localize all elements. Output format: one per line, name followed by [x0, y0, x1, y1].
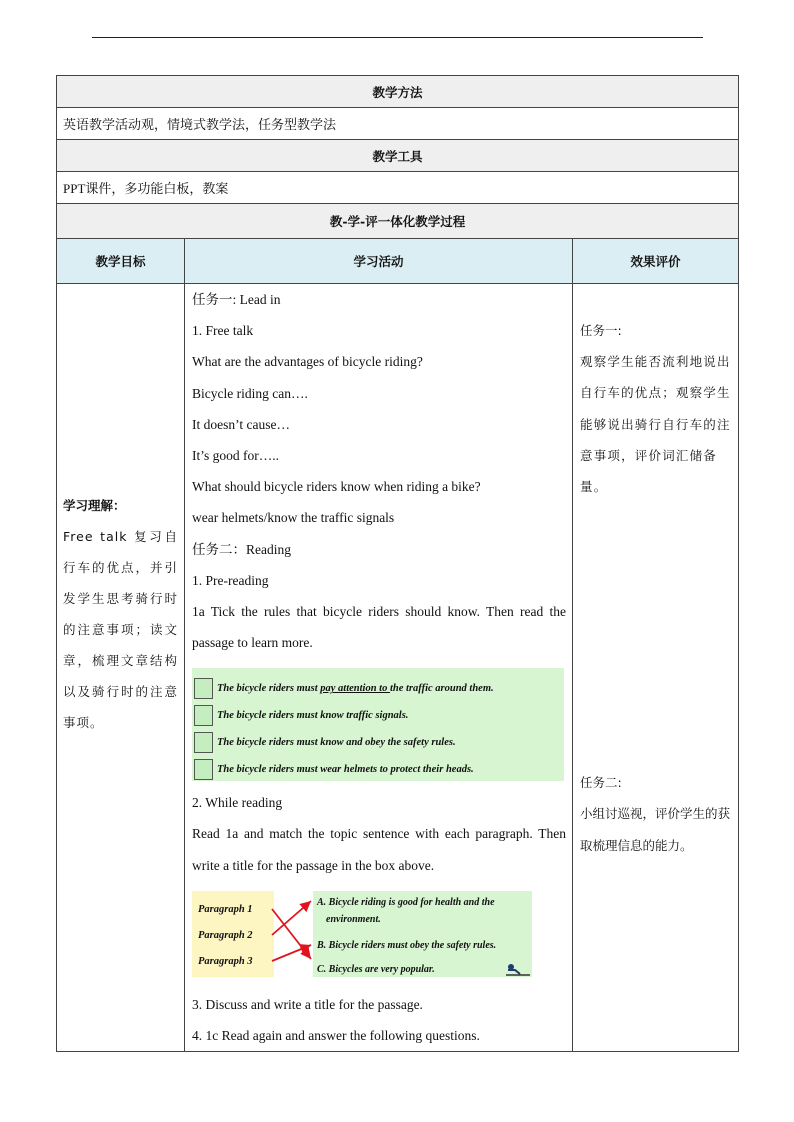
evaluation-task2-text: 小组讨巡视，评价学生的获取梳理信息的能力。: [580, 806, 731, 853]
evaluation-task1-text: 观察学生能否流利地说出自行车的优点；观察学生能够说出骑行自行车的注意事项，评价词汇储备量。: [580, 354, 731, 495]
topic-sentence: C. Bicycles are very popular.: [317, 963, 435, 975]
rule-text: The bicycle riders must pay attention to the traffic around them.: [217, 683, 494, 695]
paragraph-label: Paragraph 3: [198, 955, 253, 967]
rule-row: [194, 676, 494, 701]
arrow-p2-to-a: [272, 901, 311, 935]
while-reading-heading: 2. While reading: [192, 795, 283, 811]
discuss-text: 3. Discuss and write a title for the passage.: [192, 996, 423, 1012]
process-heading: 教-学-评一体化教学过程: [57, 204, 739, 239]
match-task-text: Read 1a and match the topic sentence with each paragraph. Then write a title for the passage in the box above.: [192, 826, 566, 873]
page-header-rule: [92, 37, 703, 38]
arrow-p3-to-b: [272, 945, 311, 961]
matching-figure: [192, 891, 536, 981]
method-text: 英语教学活动观，情境式教学法，任务型教学法: [57, 108, 739, 140]
activity-column-header: 学习活动: [185, 239, 573, 284]
lesson-plan-table: [56, 75, 738, 1052]
rule-row: [194, 703, 408, 728]
evaluation-task1-label: 任务一:: [580, 323, 622, 338]
arrow-p1-to-c: [272, 909, 311, 959]
activity-cell: [185, 284, 573, 1052]
goal-cell: [57, 284, 185, 1052]
tools-text: PPT课件，多功能白板，教案: [57, 172, 739, 204]
activity-line: What are the advantages of bicycle riding?: [192, 354, 423, 370]
activity-line: What should bicycle riders know when riding a bike?: [192, 479, 481, 495]
evaluation-column-header: 效果评价: [573, 239, 739, 284]
task-1c-text: 4. 1c Read again and answer the following questions.: [192, 1028, 480, 1044]
rule-text: The bicycle riders must know traffic signals.: [217, 710, 409, 722]
activity-line: It doesn’t cause…: [192, 416, 290, 432]
checkbox: [194, 732, 213, 753]
goal-label: 学习理解：: [63, 498, 126, 513]
rule-text: The bicycle riders must know and obey the safety rules.: [217, 737, 456, 749]
rule-text: The bicycle riders must wear helmets to protect their heads.: [217, 764, 474, 776]
activity-line: 任务一: Lead in: [192, 292, 281, 307]
matching-arrows: [192, 891, 536, 981]
goal-column-header: 教学目标: [57, 239, 185, 284]
activity-line: Bicycle riding can….: [192, 385, 308, 401]
task-1a-text: 1a Tick the rules that bicycle riders should know. Then read the passage to learn more.: [192, 603, 566, 651]
evaluation-task2-label: 任务二:: [580, 775, 622, 791]
rules-checklist-figure: [192, 668, 564, 781]
activity-line: 1. Free talk: [192, 323, 254, 339]
rule-row: [194, 757, 474, 782]
topic-sentence-cont: environment.: [326, 913, 381, 925]
rule-row: [194, 730, 456, 755]
method-heading: 教学方法: [57, 76, 739, 108]
tools-heading: 教学工具: [57, 140, 739, 172]
paragraph-label: Paragraph 1: [198, 903, 253, 915]
checkbox: [194, 678, 213, 699]
checkbox: [194, 705, 213, 726]
evaluation-cell: [573, 284, 739, 1052]
goal-text: Free talk 复习自行车的优点，并引发学生思考骑行时的注意事项；读文章，梳理文章结构以及骑行时的注意事项。: [63, 529, 178, 730]
topic-sentence: A. Bicycle riding is good for health and the: [317, 896, 495, 908]
checkbox: [194, 759, 213, 780]
activity-line: 任务二：Reading: [192, 541, 291, 557]
activity-line: It’s good for…..: [192, 447, 279, 463]
paragraph-label: Paragraph 2: [198, 929, 253, 941]
activity-line: 1. Pre-reading: [192, 572, 269, 588]
activity-line: wear helmets/know the traffic signals: [192, 510, 395, 526]
topic-sentence: B. Bicycle riders must obey the safety rules.: [317, 939, 497, 951]
